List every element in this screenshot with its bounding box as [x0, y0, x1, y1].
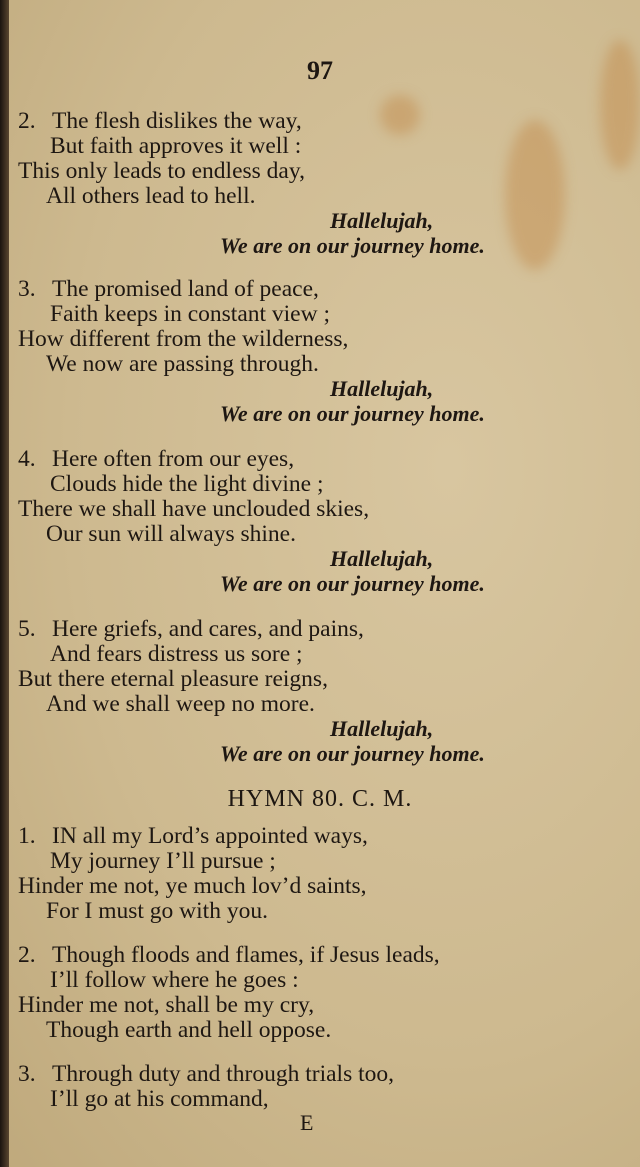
refrain-line: Hallelujah,: [330, 376, 434, 401]
verse-line: There we shall have unclouded skies,: [18, 496, 370, 522]
verse-line: I’ll follow where he goes :: [50, 967, 299, 993]
verse-line: Though floods and flames, if Jesus leads,: [52, 942, 440, 968]
verse-line: The promised land of peace,: [52, 276, 319, 302]
verse-line: Clouds hide the light divine ;: [50, 471, 324, 497]
stain: [505, 120, 565, 270]
verse-line: We now are passing through.: [46, 351, 319, 377]
stanza-number: 2.: [18, 108, 36, 134]
verse-line: For I must go with you.: [46, 898, 268, 924]
stanza-number: 3.: [18, 276, 36, 302]
book-gutter: [0, 0, 9, 1167]
refrain-line: Hallelujah,: [330, 716, 434, 741]
verse-line: Here often from our eyes,: [52, 446, 295, 472]
stanza-number: 2.: [18, 942, 36, 968]
verse-line: And we shall weep no more.: [46, 691, 315, 717]
refrain-line: We are on our journey home.: [220, 741, 485, 766]
stanza-number: 5.: [18, 616, 36, 642]
refrain-line: Hallelujah,: [330, 208, 434, 233]
verse-line: My journey I’ll pursue ;: [50, 848, 276, 874]
verse-line: But faith approves it well :: [50, 133, 302, 159]
verse-line: But there eternal pleasure reigns,: [18, 666, 328, 692]
verse-line: Faith keeps in constant view ;: [50, 301, 330, 327]
stanza-number: 1.: [18, 823, 36, 849]
verse-line: All others lead to hell.: [46, 183, 256, 209]
stanza-number: 3.: [18, 1061, 36, 1087]
verse-line: IN all my Lord’s appointed ways,: [52, 823, 368, 849]
refrain-line: Hallelujah,: [330, 546, 434, 571]
verse-line: And fears distress us sore ;: [50, 641, 303, 667]
signature-mark: E: [300, 1110, 314, 1135]
verse-line: I’ll go at his command,: [50, 1086, 269, 1112]
verse-line: Through duty and through trials too,: [52, 1061, 395, 1087]
verse-line: Hinder me not, shall be my cry,: [18, 992, 315, 1018]
verse-line: How different from the wilderness,: [18, 326, 349, 352]
verse-line: Though earth and hell oppose.: [46, 1017, 332, 1043]
verse-line: The flesh dislikes the way,: [52, 108, 302, 134]
refrain-line: We are on our journey home.: [220, 571, 485, 596]
verse-line: Here griefs, and cares, and pains,: [52, 616, 364, 642]
refrain-line: We are on our journey home.: [220, 401, 485, 426]
verse-line: Our sun will always shine.: [46, 521, 296, 547]
hymn-title: HYMN 80. C. M.: [227, 786, 413, 812]
verse-line: Hinder me not, ye much lov’d saints,: [18, 873, 367, 899]
verse-line: This only leads to endless day,: [18, 158, 305, 184]
refrain-line: We are on our journey home.: [220, 233, 485, 258]
page-number: 97: [307, 56, 333, 85]
stain: [380, 95, 420, 135]
stanza-number: 4.: [18, 446, 36, 472]
